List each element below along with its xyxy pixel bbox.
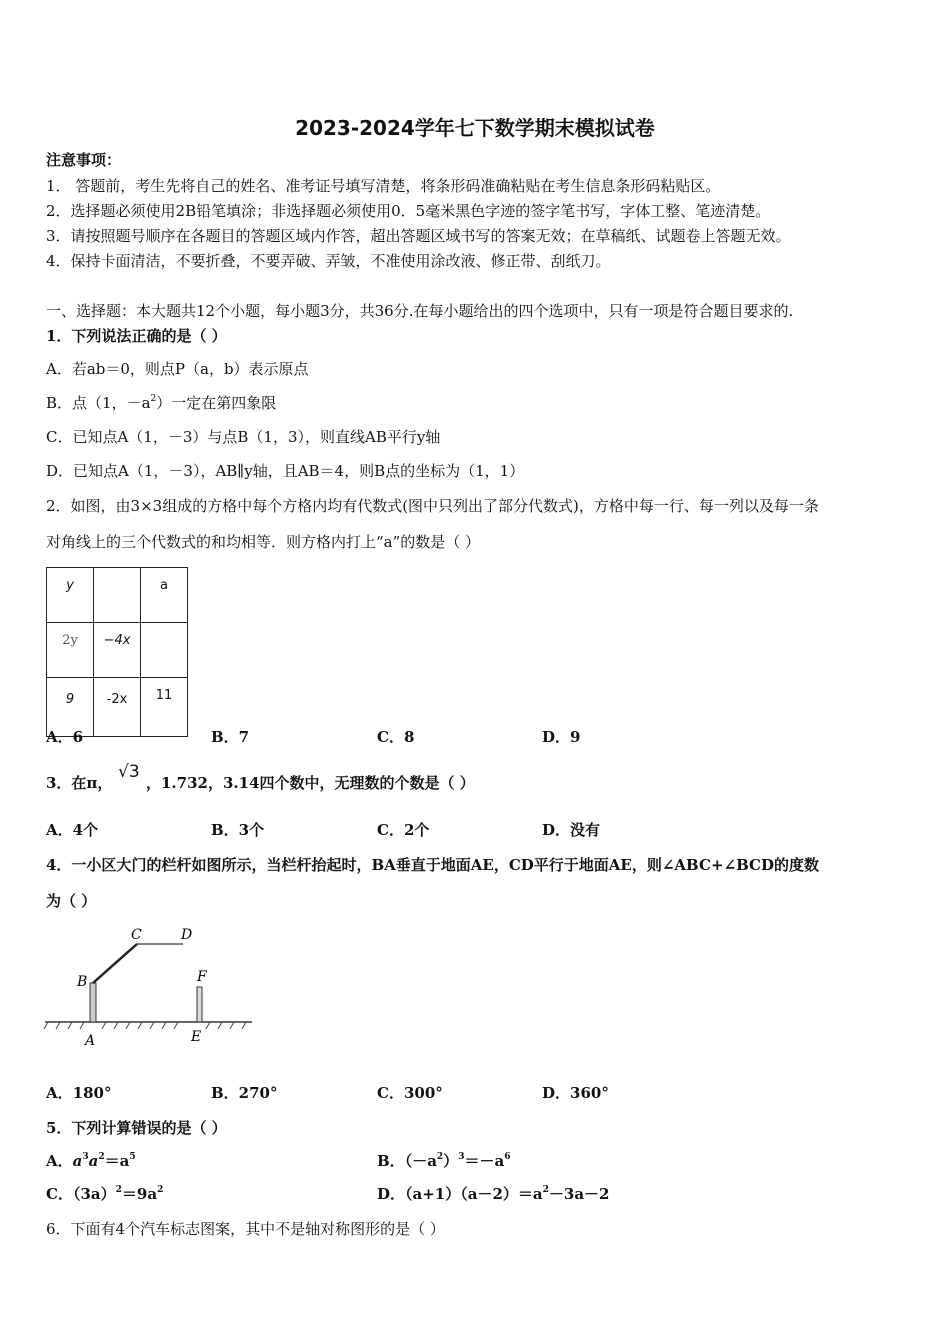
page-title: 2023-2024学年七下数学期末模拟试卷 [295, 116, 655, 140]
t: ） [443, 1152, 459, 1170]
notice-item: 3．请按照题号顺序在各题目的答题区域内作答，超出答题区域书写的答案无效；在草稿纸、试题卷上答题无效。 [46, 227, 791, 245]
q4-stem-line2: 为（ ） [46, 892, 97, 910]
q4-option-b: B．270° [211, 1084, 278, 1102]
sup: 6 [504, 1152, 511, 1162]
q1-option-d: D．已知点A（1，－3），AB∥y轴，且AB＝4，则B点的坐标为（1，1） [46, 462, 525, 480]
grid-cell [141, 623, 188, 678]
sup: 2 [115, 1185, 122, 1195]
q4-option-c: C．300° [377, 1084, 443, 1102]
post-ab [90, 983, 96, 1022]
q1-option-b [46, 393, 276, 413]
q3-stem-pre: 3．在π， [46, 774, 113, 792]
t: a [88, 1152, 99, 1170]
gate-figure [40, 920, 270, 1050]
q3-option-d: D．没有 [542, 821, 601, 839]
q3-stem-post: ，1.732，3.14四个数中，无理数的个数是（ ） [146, 774, 475, 792]
notice-item: 1． 答题前，考生先将自己的姓名、准考证号填写清楚，将条形码准确粘贴在考生信息条形码粘贴区。 [46, 177, 721, 195]
t: B． [377, 1152, 405, 1170]
t: C． [46, 1185, 73, 1203]
q2-stem-line2: 对角线上的三个代数式的和均相等．则方格内打上“a”的数是（ ） [46, 533, 481, 551]
q1-option-a: A．若ab＝0，则点P（a，b）表示原点 [46, 360, 309, 378]
text: ）一定在第四象限 [156, 394, 277, 412]
t: （3a） [72, 1185, 116, 1203]
sup: 2 [542, 1185, 549, 1195]
label-d: D [181, 927, 193, 943]
notice-item: 2．选择题必须使用2B铅笔填涂；非选择题必须使用0．5毫米黑色字迹的签字笔书写，字体工整、笔迹清楚。 [46, 202, 771, 220]
q6-stem: 6．下面有4个汽车标志图案，其中不是轴对称图形的是（ ） [46, 1220, 445, 1238]
sqrt-three: √3 [118, 762, 140, 782]
q2-option-d: D．9 [542, 728, 581, 746]
q2-option-a: A．6 [46, 728, 84, 746]
q5-stem: 5．下列计算错误的是（ ） [46, 1119, 227, 1137]
ground-hatching [44, 1022, 246, 1029]
label-b: B [77, 974, 88, 990]
q4-option-a: A．180° [46, 1084, 112, 1102]
q3-option-c: C．2个 [377, 821, 430, 839]
q4-stem-line1: 4．一小区大门的栏杆如图所示，当栏杆抬起时，BA垂直于地面AE，CD平行于地面AE，则∠ABC+∠BCD的度数 [46, 856, 819, 874]
grid-cell [94, 568, 141, 623]
grid-cell: a [141, 568, 188, 623]
sup: 5 [129, 1152, 136, 1162]
grid-cell: -2x [94, 678, 141, 737]
grid-cell: 2y [47, 623, 94, 678]
label-f: F [197, 969, 207, 985]
q2-grid [46, 567, 188, 737]
sup: 2 [436, 1152, 444, 1162]
t: ＝a [104, 1152, 130, 1170]
t: ＝－a [464, 1152, 505, 1170]
post-ef [197, 987, 202, 1022]
sup: 3 [82, 1152, 89, 1162]
label-c: C [131, 927, 142, 943]
q5-option-b [377, 1151, 510, 1171]
q2-option-b: B．7 [211, 728, 250, 746]
q2-stem-line1: 2．如图，由3×3组成的方格中每个方格内均有代数式(图中只列出了部分代数式)，方格中每一行、每一列以及每一条 [46, 497, 819, 515]
t: A． [46, 1152, 73, 1170]
q5-option-c [46, 1184, 163, 1204]
t: a [72, 1152, 83, 1170]
grid-cell: 9 [47, 678, 94, 737]
bar-bc [93, 944, 137, 983]
notice-heading: 注意事项： [46, 151, 122, 169]
t: －3a－2 [548, 1185, 610, 1203]
sup: 2 [157, 1185, 164, 1195]
t: （－a [404, 1152, 437, 1170]
text: B．点（1，－a [46, 394, 151, 412]
label-a: A [85, 1033, 96, 1049]
q3-option-a: A．4个 [46, 821, 99, 839]
q2-option-c: C．8 [377, 728, 415, 746]
q3-option-b: B．3个 [211, 821, 265, 839]
q4-option-d: D．360° [542, 1084, 609, 1102]
q5-option-a [46, 1151, 136, 1171]
t: D． [377, 1185, 406, 1203]
q1-stem: 1．下列说法正确的是（ ） [46, 327, 227, 345]
q5-option-d [377, 1184, 609, 1204]
sup: 2 [98, 1152, 105, 1162]
section-heading: 一、选择题：本大题共12个小题，每小题3分，共36分.在每小题给出的四个选项中，只有一项是符合题目要求的. [46, 302, 794, 320]
t: （a+1）（a－2）＝a [405, 1185, 543, 1203]
q1-option-c: C．已知点A（1，－3）与点B（1，3），则直线AB平行y轴 [46, 428, 441, 446]
label-e: E [191, 1029, 202, 1045]
t: ＝9a [121, 1185, 158, 1203]
grid-cell: 11 [141, 678, 188, 737]
grid-cell: −4x [94, 623, 141, 678]
superscript: 2 [150, 394, 157, 404]
notice-item: 4．保持卡面清洁，不要折叠，不要弄破、弄皱，不准使用涂改液、修正带、刮纸刀。 [46, 252, 611, 270]
sup: 3 [458, 1152, 465, 1162]
grid-cell: y [47, 568, 94, 623]
